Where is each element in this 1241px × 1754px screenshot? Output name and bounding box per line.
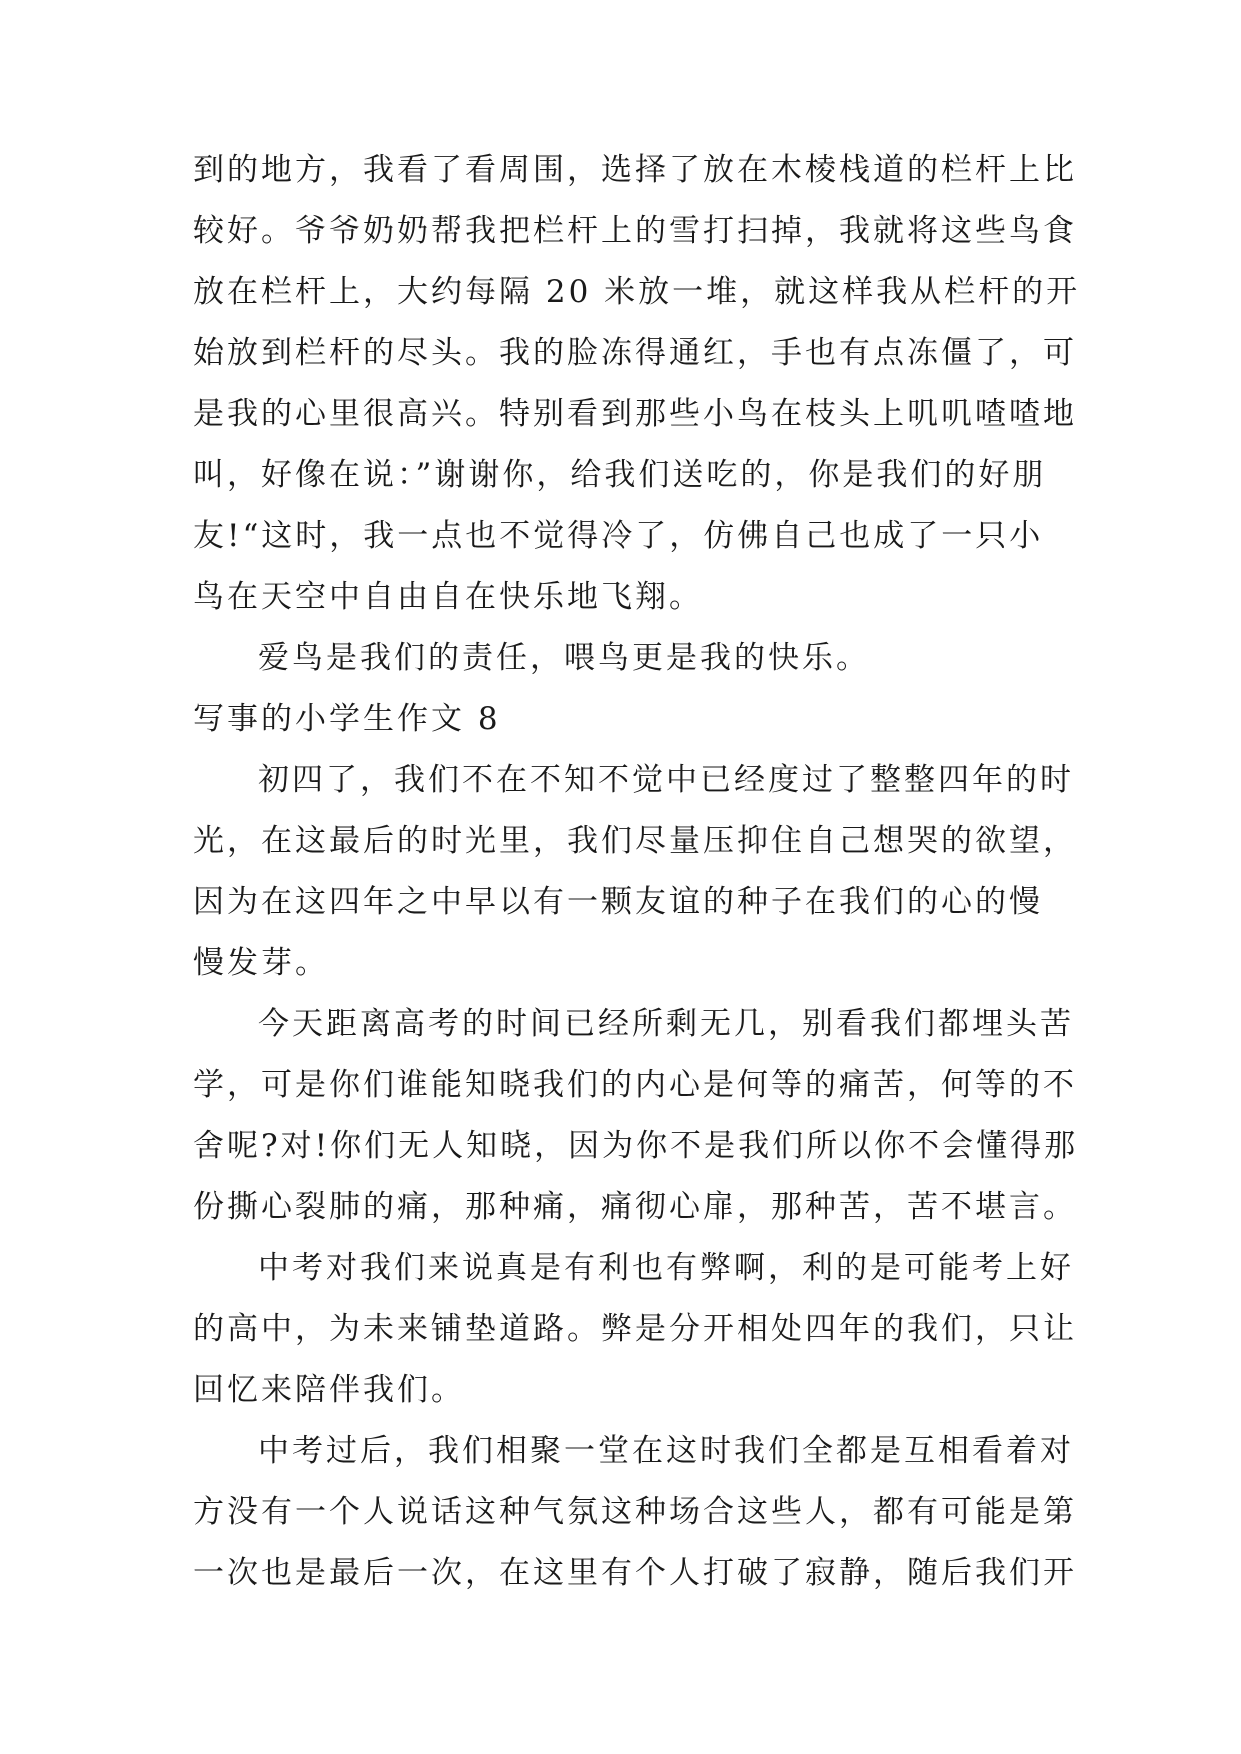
paragraph-first-line: 中考对我们来说真是有利也有弊啊，利的是可能考上好 xyxy=(258,1250,1074,1286)
paragraph-first-line: 爱鸟是我们的责任，喂鸟更是我的快乐。 xyxy=(258,640,870,676)
text-line: 慢发芽。 xyxy=(193,945,329,981)
text-line: 回忆来陪伴我们。 xyxy=(193,1372,465,1408)
text-line: 叫，好像在说：”谢谢你，给我们送吃的，你是我们的好朋 xyxy=(193,457,1047,493)
text-line: 学，可是你们谁能知晓我们的内心是何等的痛苦，何等的不 xyxy=(193,1067,1077,1103)
text-line: 因为在这四年之中早以有一颗友谊的种子在我们的心的慢 xyxy=(193,884,1043,920)
paragraph-first-line: 中考过后，我们相聚一堂在这时我们全都是互相看着对 xyxy=(258,1433,1074,1469)
text-line: 是我的心里很高兴。特别看到那些小鸟在枝头上叽叽喳喳地 xyxy=(193,396,1077,432)
text-line: 放在栏杆上，大约每隔 20 米放一堆，就这样我从栏杆的开 xyxy=(193,274,1081,310)
text-line: 光，在这最后的时光里，我们尽量压抑住自己想哭的欲望， xyxy=(193,823,1077,859)
section-heading: 写事的小学生作文 8 xyxy=(193,701,501,737)
text-line: 始放到栏杆的尽头。我的脸冻得通红，手也有点冻僵了，可 xyxy=(193,335,1077,371)
text-line: 舍呢?对!你们无人知晓，因为你不是我们所以你不会懂得那 xyxy=(193,1128,1079,1164)
text-line: 鸟在天空中自由自在快乐地飞翔。 xyxy=(193,579,703,615)
text-line: 的高中，为未来铺垫道路。弊是分开相处四年的我们，只让 xyxy=(193,1311,1077,1347)
text-line: 一次也是最后一次，在这里有个人打破了寂静，随后我们开 xyxy=(193,1555,1077,1591)
text-line: 到的地方，我看了看周围，选择了放在木棱栈道的栏杆上比 xyxy=(193,152,1077,188)
paragraph-first-line: 初四了，我们不在不知不觉中已经度过了整整四年的时 xyxy=(258,762,1074,798)
text-line: 方没有一个人说话这种气氛这种场合这些人，都有可能是第 xyxy=(193,1494,1077,1530)
text-line: 份撕心裂肺的痛，那种痛，痛彻心扉，那种苦，苦不堪言。 xyxy=(193,1189,1077,1225)
text-line: 较好。爷爷奶奶帮我把栏杆上的雪打扫掉，我就将这些鸟食 xyxy=(193,213,1077,249)
text-line: 友!“这时，我一点也不觉得冷了，仿佛自己也成了一只小 xyxy=(193,518,1044,554)
paragraph-first-line: 今天距离高考的时间已经所剩无几，别看我们都埋头苦 xyxy=(258,1006,1074,1042)
